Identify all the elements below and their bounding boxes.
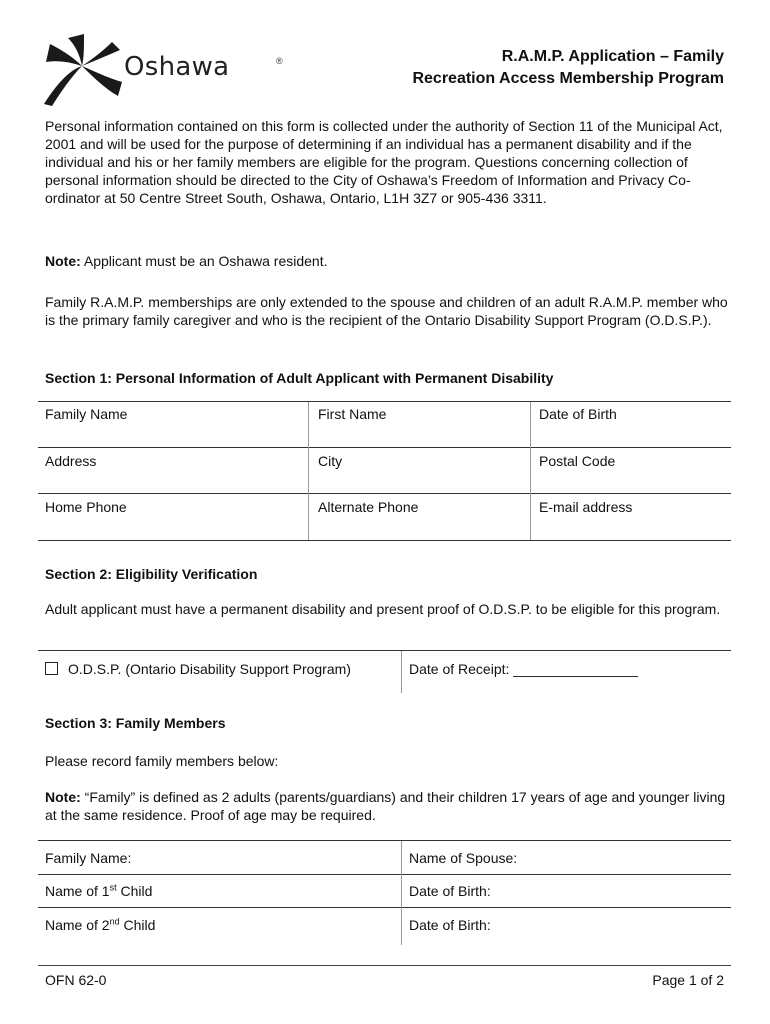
family-name-field[interactable]: Family Name — [45, 406, 128, 422]
spouse-name-field[interactable]: Name of Spouse: — [409, 850, 518, 866]
child2-suffix: Child — [119, 917, 156, 933]
child2-ordinal: nd — [109, 916, 120, 927]
odsp-checkbox[interactable] — [45, 662, 58, 675]
table-rule — [38, 493, 731, 494]
form-title — [412, 46, 724, 90]
column-divider — [530, 402, 531, 540]
odsp-checkbox-label: O.D.S.P. (Ontario Disability Support Program) — [68, 661, 351, 677]
table-rule — [38, 401, 731, 402]
resident-note — [45, 252, 729, 270]
page-number: Page 1 of 2 — [652, 972, 724, 988]
privacy-notice: Personal information contained on this form is collected under the authority of Section 11 of the Municipal Act, 2001 and will be used for the purpose of determining if an individual has a permanent disability and if the individual and his or her family members are eligible for the program. Questions concerning collection of personal information should be directed to the City of Oshawa’s Freedom of Information and Privacy Co-ordinator at 50 Centre Street South, Oshawa, Ontario, L1H 3Z7 or 905-436 3311. — [45, 118, 723, 206]
table-rule — [38, 447, 731, 448]
odsp-checkbox-row[interactable] — [45, 661, 351, 677]
address-field[interactable]: Address — [45, 453, 97, 469]
column-divider — [308, 402, 309, 540]
date-of-birth-field[interactable]: Date of Birth — [539, 406, 617, 422]
title-line-1: R.A.M.P. Application – Family — [501, 48, 724, 65]
child1-name-field[interactable] — [45, 883, 152, 899]
child1-ordinal: st — [109, 882, 117, 893]
home-phone-field[interactable]: Home Phone — [45, 499, 127, 515]
child1-suffix: Child — [116, 883, 153, 899]
city-field[interactable]: City — [318, 453, 343, 469]
family-eligibility-text: Family R.A.M.P. memberships are only extended to the spouse and children of an adult R.A.M.P. member who is the primary family caregiver and who is the recipient of the Ontario Disability Support Program (O.D.S.P.). — [45, 294, 728, 328]
oshawa-star-icon — [40, 30, 124, 110]
table-rule — [38, 540, 731, 541]
child2-label: Name of 2 — [45, 917, 110, 933]
postal-code-field[interactable]: Postal Code — [539, 453, 616, 469]
alternate-phone-field[interactable]: Alternate Phone — [318, 499, 419, 515]
section1-heading: Section 1: Personal Information of Adult Applicant with Permanent Disability — [45, 370, 554, 386]
table-rule — [38, 874, 731, 875]
child2-dob-field[interactable]: Date of Birth: — [409, 917, 491, 933]
section3-heading: Section 3: Family Members — [45, 715, 226, 731]
note-label: Note: — [45, 789, 81, 805]
section2-heading: Section 2: Eligibility Verification — [45, 566, 258, 582]
logo-registered-mark: ® — [276, 56, 283, 66]
table-rule — [38, 650, 731, 651]
note-text: Applicant must be an Oshawa resident. — [80, 253, 328, 269]
eligibility-text: Adult applicant must have a permanent disability and present proof of O.D.S.P. to be eligible for this program. — [45, 601, 721, 617]
column-divider — [401, 841, 402, 945]
table-rule — [38, 907, 731, 908]
oshawa-logo — [40, 30, 283, 110]
first-name-field[interactable]: First Name — [318, 406, 387, 422]
title-line-2: Recreation Access Membership Program — [412, 70, 724, 87]
email-field[interactable]: E-mail address — [539, 499, 633, 515]
note-label: Note: — [45, 253, 81, 269]
child1-label: Name of 1 — [45, 883, 110, 899]
family-instruction: Please record family members below: — [45, 753, 279, 769]
table-rule — [38, 840, 731, 841]
family-members-name-field[interactable]: Family Name: — [45, 850, 132, 866]
note-text: “Family” is defined as 2 adults (parents/guardians) and their children 17 years of age and younger living at the same residence. Proof of age may be required. — [45, 789, 726, 823]
date-of-receipt-field[interactable]: Date of Receipt: ________________ — [409, 661, 638, 677]
child1-dob-field[interactable]: Date of Birth: — [409, 883, 491, 899]
column-divider — [401, 651, 402, 693]
footer-rule — [38, 965, 731, 966]
logo-wordmark: Oshawa — [124, 52, 230, 82]
child2-name-field[interactable] — [45, 917, 155, 933]
family-definition-note — [45, 788, 729, 824]
form-number: OFN 62-0 — [45, 972, 107, 988]
